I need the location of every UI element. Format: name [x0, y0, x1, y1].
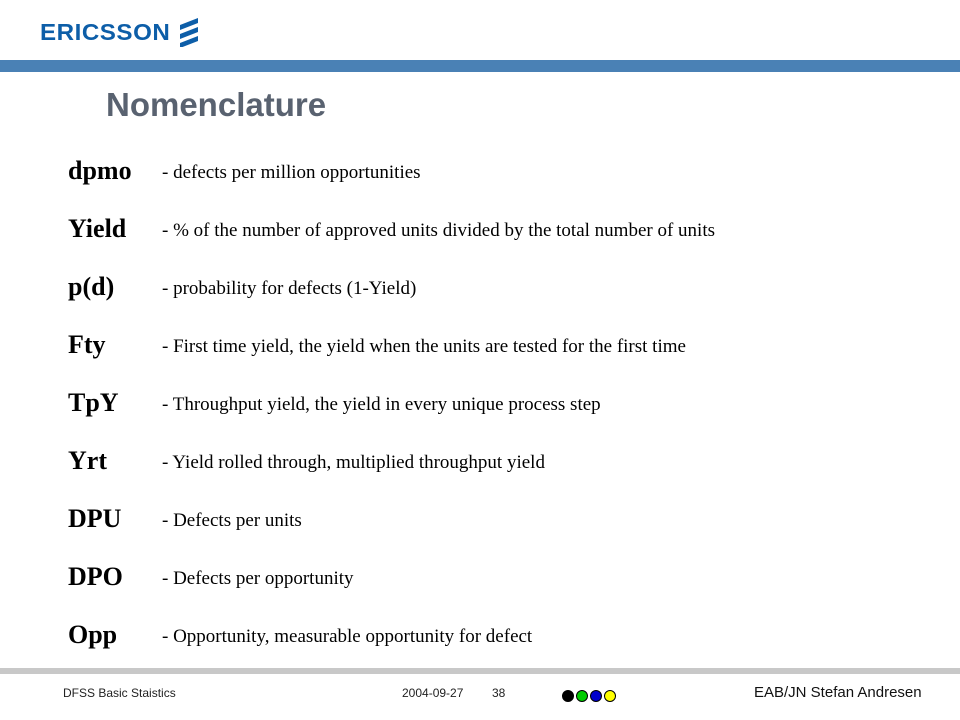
- dot-icon: [562, 690, 574, 702]
- term-definition: - First time yield, the yield when the units are tested for the first time: [162, 336, 686, 357]
- term: Opp: [68, 620, 118, 649]
- term-definition: - defects per million opportunities: [162, 162, 421, 183]
- term: Yrt: [68, 446, 107, 475]
- term-definition: - Defects per opportunity: [162, 568, 354, 589]
- term-definition: - probability for defects (1-Yield): [162, 278, 417, 299]
- term-definition: - Defects per units: [162, 510, 302, 531]
- dot-icon: [590, 690, 602, 702]
- term-row: [68, 500, 928, 540]
- ericsson-logo: [40, 14, 200, 50]
- term-row: [68, 210, 928, 250]
- footer-dots: [562, 690, 616, 702]
- term-row: [68, 326, 928, 366]
- ericsson-mark-icon: [178, 17, 200, 47]
- term: TpY: [68, 388, 119, 417]
- slide-title: Nomenclature: [106, 86, 327, 123]
- footer-bar: [0, 668, 960, 674]
- term: DPU: [68, 504, 122, 533]
- footer-course-title: DFSS Basic Staistics: [63, 686, 176, 700]
- term-row: [68, 152, 928, 192]
- dot-icon: [576, 690, 588, 702]
- term-row: [68, 268, 928, 308]
- term-row: [68, 384, 928, 424]
- term: Yield: [68, 214, 127, 243]
- term-definition: - Opportunity, measurable opportunity for defect: [162, 626, 533, 647]
- term-row: [68, 558, 928, 598]
- term-definition: - % of the number of approved units divided by the total number of units: [162, 220, 715, 241]
- term: p(d): [68, 272, 115, 301]
- footer-date: 2004-09-27: [402, 686, 464, 700]
- term: dpmo: [68, 156, 132, 185]
- dot-icon: [604, 690, 616, 702]
- term: DPO: [68, 562, 123, 591]
- header-bar: [0, 60, 960, 72]
- footer-page-number: 38: [492, 686, 506, 700]
- footer-author: EAB/JN Stefan Andresen: [754, 684, 922, 701]
- term-definition: - Throughput yield, the yield in every unique process step: [162, 394, 601, 415]
- term-row: [68, 616, 928, 656]
- term-definition: - Yield rolled through, multiplied throughput yield: [162, 452, 545, 473]
- term: Fty: [68, 330, 106, 359]
- logo-wordmark: ERICSSON: [40, 18, 171, 45]
- term-row: [68, 442, 928, 482]
